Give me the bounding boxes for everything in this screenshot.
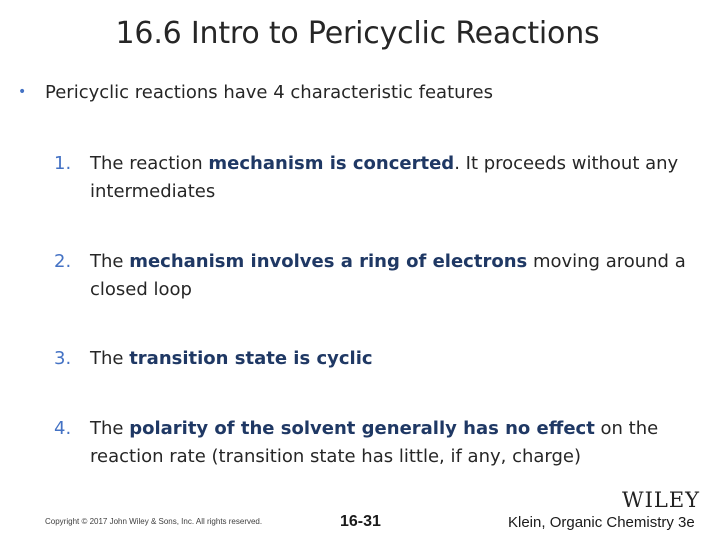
feature-text-plain: The xyxy=(90,418,130,439)
feature-text xyxy=(54,415,704,471)
feature-text-plain: . It proceeds without any intermediates xyxy=(90,153,679,202)
page-number: 16-31 xyxy=(340,513,381,530)
intro-bullet-text: Pericyclic reactions have 4 characteristic features xyxy=(45,82,494,103)
feature-text xyxy=(54,345,704,373)
feature-number: 3. xyxy=(54,348,72,369)
slide-title: 16.6 Intro to Pericyclic Reactions xyxy=(115,16,600,51)
feature-3 xyxy=(54,345,704,373)
bullet-icon: • xyxy=(18,84,27,100)
book-credit: Klein, Organic Chemistry 3e xyxy=(508,514,695,531)
feature-text xyxy=(54,150,704,206)
wiley-logo: WILEY xyxy=(622,488,701,512)
feature-number: 2. xyxy=(54,251,72,272)
feature-text-plain: on the reaction rate (transition state has little, if any, charge) xyxy=(90,418,659,467)
feature-text-plain: The xyxy=(90,251,130,272)
copyright-notice: Copyright © 2017 John Wiley & Sons, Inc. All rights reserved. xyxy=(45,517,263,526)
feature-text-emphasis: mechanism involves a ring of electrons xyxy=(129,251,528,272)
feature-number: 1. xyxy=(54,153,72,174)
feature-text-emphasis: polarity of the solvent generally has no effect xyxy=(129,418,595,439)
intro-bullet xyxy=(18,82,493,103)
feature-number: 4. xyxy=(54,418,72,439)
feature-1 xyxy=(54,150,704,206)
feature-text-plain: The reaction xyxy=(90,153,209,174)
feature-text-emphasis: transition state is cyclic xyxy=(129,348,373,369)
feature-2 xyxy=(54,248,704,304)
feature-text-plain: The xyxy=(90,348,130,369)
feature-text-plain: moving around a closed loop xyxy=(90,251,686,300)
feature-4 xyxy=(54,415,704,471)
feature-text-emphasis: mechanism is concerted xyxy=(208,153,455,174)
feature-text xyxy=(54,248,704,304)
